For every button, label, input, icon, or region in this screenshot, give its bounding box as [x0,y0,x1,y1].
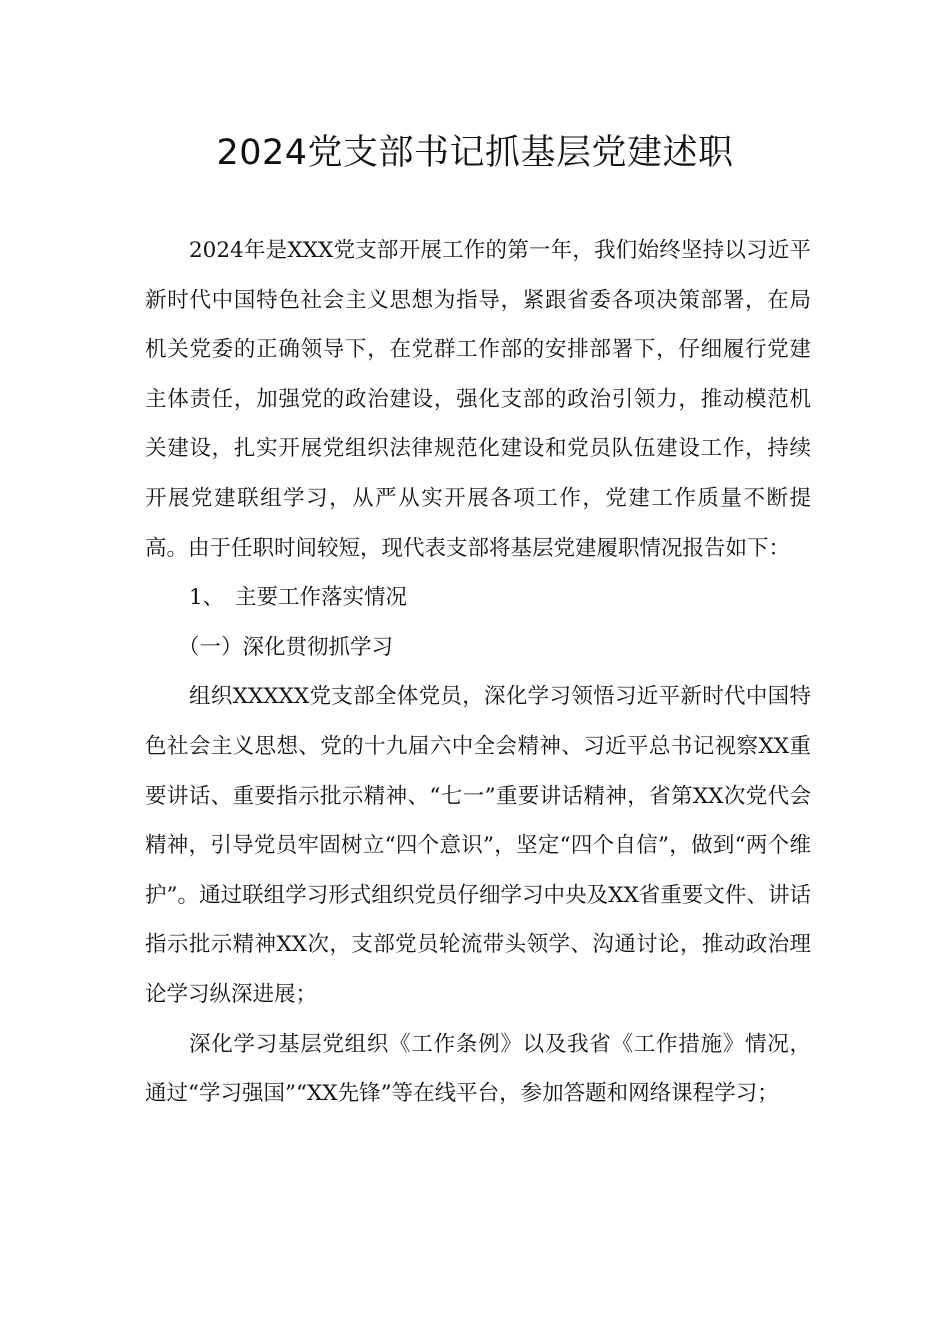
section-label: 主要工作落实情况 [235,585,408,611]
section-number: 1、 [189,585,225,611]
intro-paragraph: 2024年是XXX党支部开展工作的第一年，我们始终坚持以习近平新时代中国特色社会主义思想为指导，紧跟省委各项决策部署，在局机关党委的正确领导下，在党群工作部的安排部署下，仔细履行党建主体责任，加强党的政治建设，强化支部的政治引领力，推动模范机关建设，扎实开展党组织法律规范化建设和党员队伍建设工作，持续开展党建联组学习，从严从实开展各项工作，党建工作质量不断提高。由于任职时间较短，现代表支部将基层党建履职情况报告如下： [145,238,811,561]
study-paragraph: 组织XXXXX党支部全体党员，深化学习领悟习近平新时代中国特色社会主义思想、党的十九届六中全会精神、习近平总书记视察XX重要讲话、重要指示批示精神、“七一”重要讲话精神，省第XX次党代会精神，引导党员牢固树立“四个意识”，坚定“四个自信”，做到“两个维护”。通过联组学习形式组织党员仔细学习中央及XX省重要文件、讲话指示批示精神XX次，支部党员轮流带头领学、沟通讨论，推动政治理论学习纵深进展； [145,684,811,1007]
document-body [145,226,811,1119]
subsection-heading: （一）深化贯彻抓学习 [178,634,394,660]
section-heading [145,573,811,623]
document-title: 2024党支部书记抓基层党建述职 [216,133,734,173]
regulation-paragraph: 深化学习基层党组织《工作条例》以及我省《工作措施》情况，通过“学习强国”“XX先锋”等在线平台，参加答题和网络课程学习； [145,1031,811,1107]
